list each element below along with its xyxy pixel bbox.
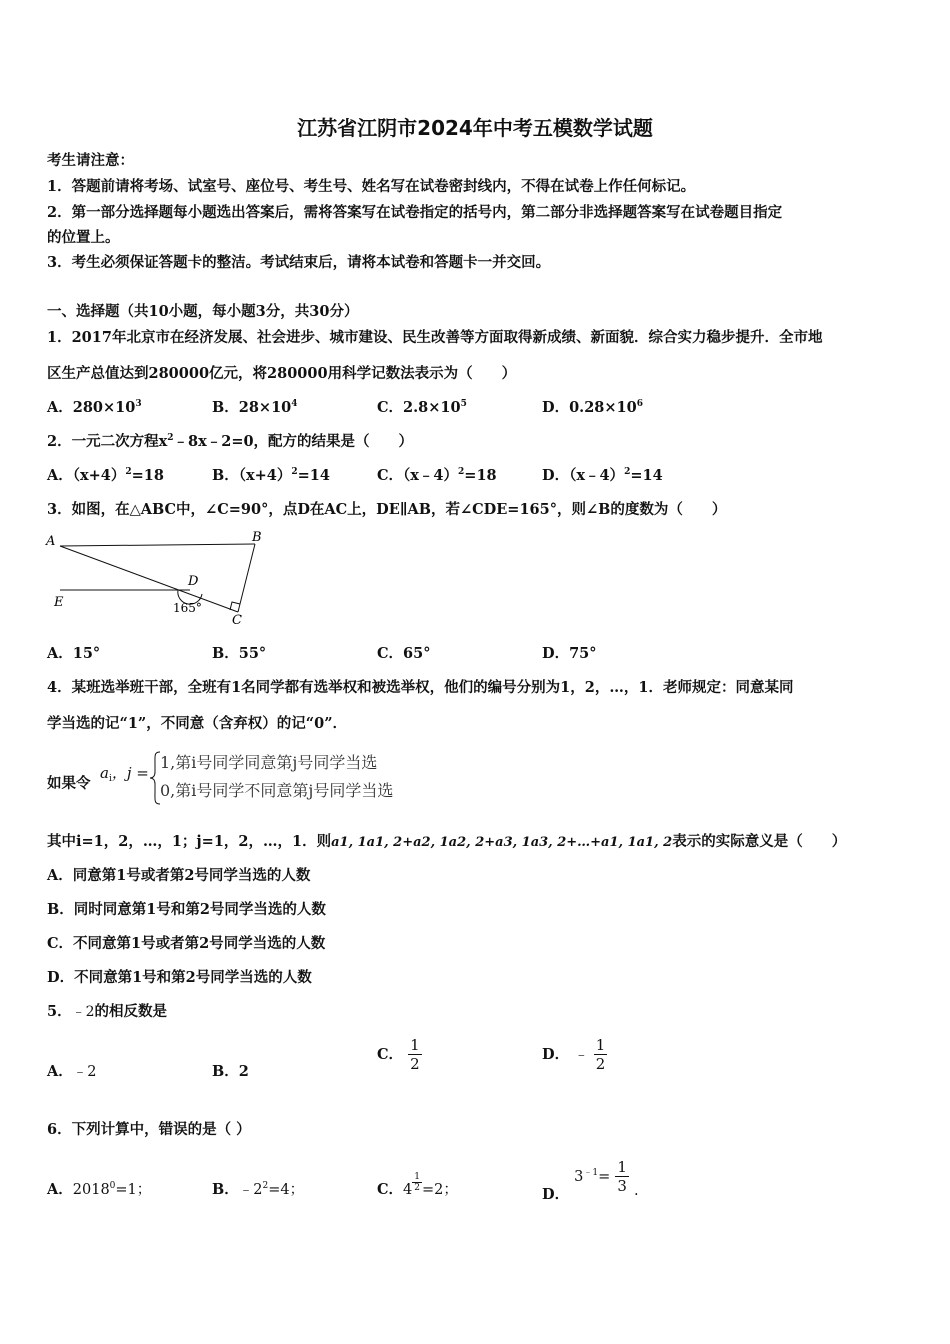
q2-option-a[interactable]: A．$(x+4)^2=18$	[47, 467, 164, 484]
q3-option-a[interactable]: A．15°	[47, 645, 101, 662]
q4-option-a[interactable]: A．同意第1号或者第2号同学当选的人数	[47, 867, 311, 884]
q1-option-b[interactable]: B．$28\times 10^4$	[212, 399, 298, 416]
q2-stem: 2．一元二次方程$x^2﹣8x﹣2=0$，配方的结果是（ ）	[47, 433, 414, 450]
notice-item: 3．考生必须保证答题卡的整洁。考试结束后，请将本试卷和答题卡一并交回。	[47, 254, 551, 271]
label-b: B	[252, 530, 262, 545]
q4-option-b[interactable]: B．同时同意第1号和第2号同学当选的人数	[47, 901, 326, 918]
q2-option-c[interactable]: C．（x﹣4）$^2$=18	[377, 467, 497, 484]
label-d: D	[188, 574, 199, 589]
q6-option-a[interactable]: A．$2018^0=1$；	[47, 1181, 152, 1198]
q3-option-b[interactable]: B．55°	[212, 645, 267, 662]
segment-ab	[60, 544, 255, 546]
label-e: E	[54, 595, 64, 610]
section-heading: 一、选择题（共10小题，每小题3分，共30分）	[47, 303, 359, 320]
q3-option-c[interactable]: C．65°	[377, 645, 431, 662]
q4-variable: $a_i$，j =	[100, 764, 149, 784]
q1-option-d[interactable]: D．$0.28\times 10^6$	[542, 399, 643, 416]
label-a: A	[46, 534, 56, 549]
q5-option-c[interactable]: C． $\frac{1}{2}$	[377, 1036, 420, 1073]
segment-ac	[60, 546, 238, 612]
page-title: 江苏省江阴市2024年中考五模数学试题	[297, 116, 653, 140]
q2-option-b[interactable]: B．$(x+4)^2=14$	[212, 467, 330, 484]
label-c: C	[232, 613, 242, 628]
q4-stem-2: 学当选的记“1”，不同意（含弃权）的记“0”．	[47, 715, 348, 732]
notice-heading: 考生请注意：	[47, 152, 134, 169]
q6-option-c[interactable]: C．4 $\frac{1}{2}$ =2；	[377, 1172, 458, 1198]
q5-option-a[interactable]: A．﹣2	[47, 1063, 97, 1080]
notice-item: 2．第一部分选择题每小题选出答案后，需将答案写在试卷指定的括号内，第二部分非选择题答案写在试卷题目指定	[47, 204, 783, 221]
notice-item: 的位置上。	[47, 229, 120, 246]
q4-case-1: 1,第i号同学同意第j号同学当选	[160, 753, 378, 772]
q4-case-2: 0,第i号同学不同意第j号同学当选	[160, 781, 394, 800]
q2-option-d[interactable]: D．（x﹣4）$^2$=14	[542, 467, 663, 484]
q4-let-label: 如果令	[47, 775, 91, 792]
q5-stem: 5．﹣2的相反数是	[47, 1003, 168, 1020]
q3-stem: 3．如图，在△ABC中，∠C=90°，点D在AC上，DE∥AB，若∠CDE=165°，则∠B的度数为（ ）	[47, 501, 727, 518]
label-angle: 165°	[173, 601, 202, 615]
q1-option-a[interactable]: A．$280\times 10^3$	[47, 399, 142, 416]
q4-stem: 4．某班选举班干部，全班有1名同学都有选举权和被选举权，他们的编号分别为1，2，…，1．老师规定：同意某同	[47, 679, 794, 696]
q3-option-d[interactable]: D．75°	[542, 645, 597, 662]
q6-option-b[interactable]: B．$﹣2^2=4$；	[212, 1181, 305, 1198]
q1-stem-2: 区生产总值达到280000亿元，将280000用科学记数法表示为（ ）	[47, 365, 517, 382]
q1-option-c[interactable]: C．$2.8\times 10^5$	[377, 399, 467, 416]
notice-item: 1．答题前请将考场、试室号、座位号、考生号、姓名写在试卷密封线内，不得在试卷上作任何标记。	[47, 178, 696, 195]
triangle-figure	[40, 528, 280, 628]
q4-option-c[interactable]: C．不同意第1号或者第2号同学当选的人数	[47, 935, 326, 952]
q1-stem: 1．2017年北京市在经济发展、社会进步、城市建设、民生改善等方面取得新成绩、新面貌．综合实力稳步提升．全市地	[47, 329, 823, 346]
q4-sum-line: 其中i=1，2，…，1；j=1，2，…，1．则a1, 1a1, 2+a2, 1a2, 2+a3, 1a3, 2+…+a1, 1a1, 2表示的实际意义是（ ）	[47, 833, 847, 850]
q6-stem: 6．下列计算中，错误的是（ ）	[47, 1121, 251, 1138]
q6-option-d[interactable]: D． $3^{﹣1}=$ $\frac{1}{3}$ .	[542, 1158, 639, 1203]
q4-option-d[interactable]: D．不同意第1号和第2号同学当选的人数	[47, 969, 312, 986]
segment-bc	[238, 544, 255, 612]
q5-option-b[interactable]: B．2	[212, 1063, 249, 1080]
q5-option-d[interactable]: D． ﹣ $\frac{1}{2}$	[542, 1036, 606, 1073]
